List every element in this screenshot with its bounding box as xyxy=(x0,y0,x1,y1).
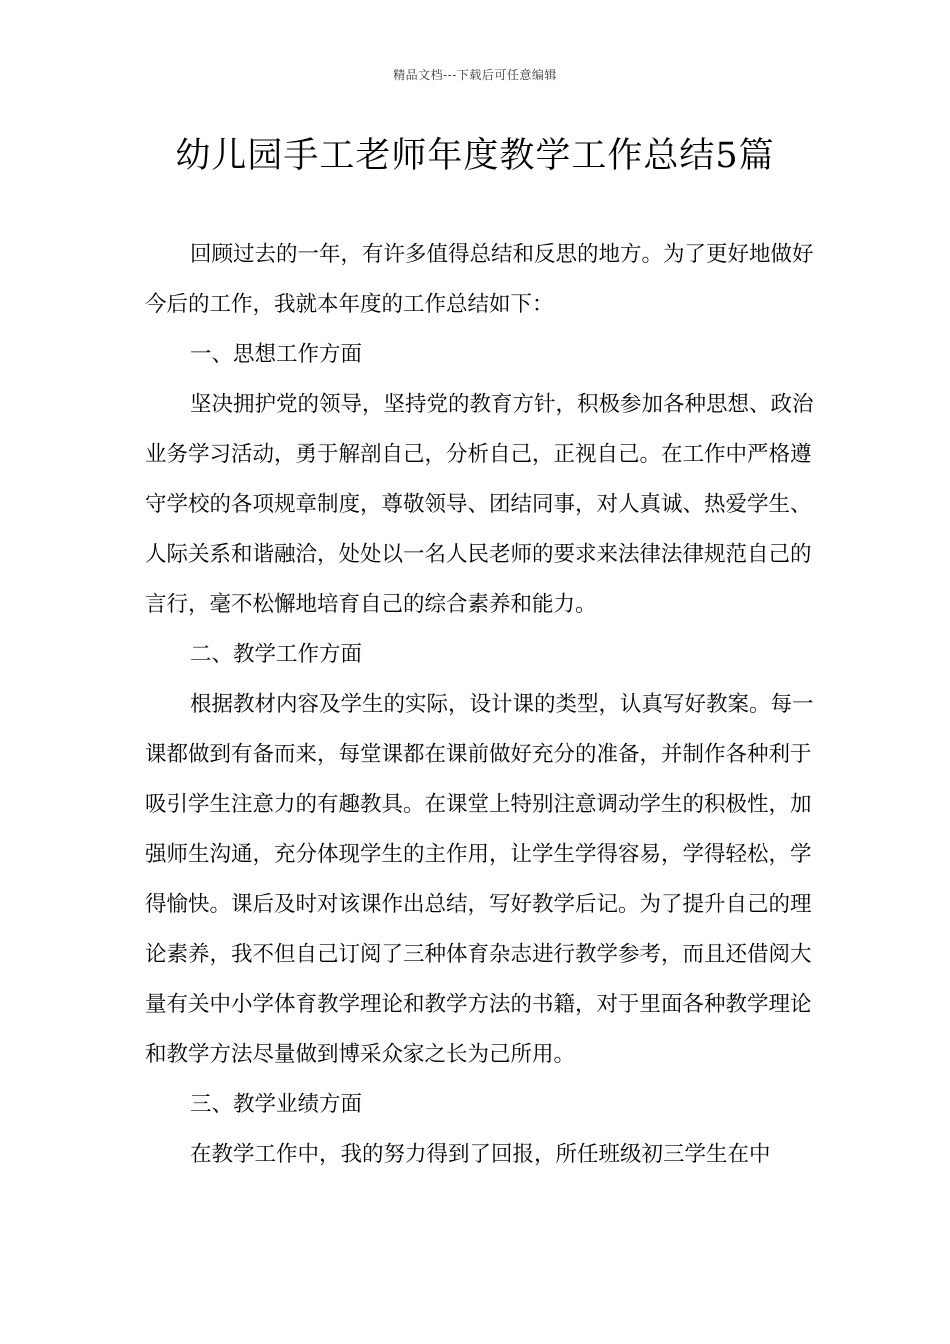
ideology-paragraph: 坚决拥护党的领导，坚持党的教育方针，积极参加各种思想、政治业务学习活动，勇于解剖自己，分析自己，正视自己。在工作中严格遵守学校的各项规章制度，尊敬领导、团结同事，对人真诚、热爱学生、人际关系和谐融洽，处处以一名人民老师的要求来法律法律规范自己的言行，毫不松懈地培育自己的综合素养和能力。 xyxy=(145,392,814,617)
teaching-paragraph: 根据教材内容及学生的实际，设计课的类型，认真写好教案。每一课都做到有备而来，每堂课都在课前做好充分的准备，并制作各种利于吸引学生注意力的有趣教具。在课堂上特别注意调动学生的积极性，加强师生沟通，充分体现学生的主作用，让学生学得容易，学得轻松，学得愉快。课后及时对该课作出总结，写好教学后记。为了提升自己的理论素养，我不但自己订阅了三种体育杂志进行教学参考，而且还借阅大量有关中小学体育教学理论和教学方法的书籍，对于里面各种教学理论和教学方法尽量做到博采众家之长为己所用。 xyxy=(145,692,814,1067)
section-heading-ideology: 一、思想工作方面 xyxy=(190,342,363,367)
document-title: 幼儿园手工老师年度教学工作总结5篇 xyxy=(175,136,775,176)
performance-paragraph: 在教学工作中，我的努力得到了回报，所任班级初三学生在中 xyxy=(190,1142,771,1167)
header-note: 精品文档---下载后可任意编辑 xyxy=(393,68,557,82)
section-heading-performance: 三、教学业绩方面 xyxy=(190,1092,363,1117)
document-body xyxy=(145,230,815,1180)
intro-paragraph: 回顾过去的一年，有许多值得总结和反思的地方。为了更好地做好今后的工作，我就本年度的工作总结如下： xyxy=(145,242,814,317)
section-heading-teaching: 二、教学工作方面 xyxy=(190,642,363,667)
